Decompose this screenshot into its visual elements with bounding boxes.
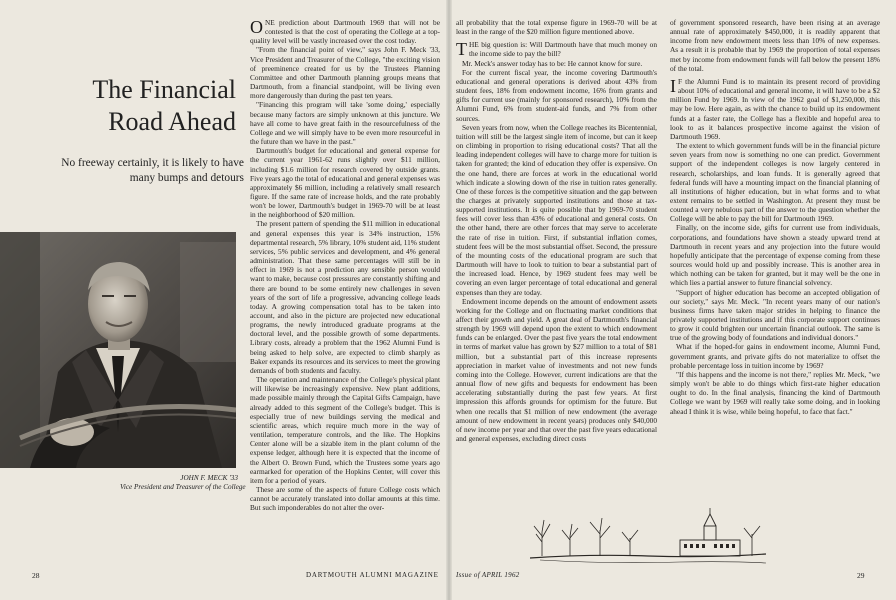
campus-sketch-illustration <box>530 508 766 566</box>
article-headline <box>60 74 236 138</box>
paragraph: "From the financial point of view," says John F. Meck '33, Vice President and Treasurer of the College, "the exciting vision of preeminence created for us by the Trustees Planning Committee and other Dartmouth planning groups means that Dartmouth, from a financial standpoint, will be living even more dangerously than during the past ten years. <box>250 45 440 101</box>
issue-footer: Issue of APRIL 1962 <box>456 571 520 579</box>
headline-line-2: Road Ahead <box>108 107 236 136</box>
paragraph: The present pattern of spending the $11 million in educational and general expenses this year is 34% instruction, 15% departmental research, 5% library, 10% student aid, 11% student services, 5% public services and development, and 4% general administration. That these same percentages will still be in effect in 1969 is not a prediction any sensible person would want to make, because cost pressures are constantly shifting and there are bound to be some entirely new challenges in seven years of the sort of life a progressive, advancing college leads today. A growing compensation total has to be taken into account, and also in the picture are projected new educational programs, the newly introduced graduate programs at the doctoral level, and the possible growth of some departments. Library costs, already a problem that the 1962 Alumni Fund is being asked to help solve, are expected to climb sharply as Baker expands its resources and its services to meet the growing demands of both students and faculty. <box>250 219 440 375</box>
paragraph: The operation and maintenance of the College's physical plant will likewise be increasingly expensive. New plant additions, made possible mainly through the Capital Gifts Campaign, have already added to this segment of the College's budget. This is especially true of new buildings serving the medical and scientific areas, which require much more in the way of ventilation, temperature controls, and the like. The Hopkins Center alone will be a sizable item in the plant column of the expense ledger, although here it is expected that the income of the Albert O. Brown Fund, which the Trustees some years ago earmarked for operation of the Hopkins Center, will cover this item for a period of years. <box>250 375 440 485</box>
paragraph: Seven years from now, when the College reaches its Bicentennial, tuition will still be the largest single item of income, but can it keep on climbing in proportion to rising educational costs? That all the leading independent colleges will have to charge more for tuition is taken for granted; the kind of education they offer is expensive. On the one hand, there are forces at work in the educational world which indicate a slowing down of the rise in tuition rates generally. One of these forces is the competitive situation and the gap between the charges at privately supported institutions and those at tax-supported institutions. It is quite possible that by 1969-70 student fees will cover less than 43% of educational and general costs. On the other hand, there are other forces that may serve to accelerate the rate of rise in tuition. First, if substantial inflation comes, student fees will be the most substantial offset. Second, the pressure of the mounting costs of the educational program are such that Dartmouth will have to look to tuition to bear a substantial part of the increased load. Hence, by 1969 student fees may well be covering an even larger percentage of total educational and general expenses than they are today. <box>456 122 657 297</box>
portrait-illustration <box>0 232 236 468</box>
paragraph: These are some of the aspects of future College costs which cannot be accurately translated into dollar amounts at this time. But such imponderables do not alter the over- <box>250 484 440 513</box>
paragraph: Finally, on the income side, gifts for current use from individuals, corporations, and foundations have shown a steady upward trend at Dartmouth in recent years and any projection into the future would hopefully anticipate that the percentage of expense coming from these sources would hold up and possibly increase. This is another area in which nothing can be taken for granted, but it may well be the one in which lies a partial answer to future financial solvency. <box>670 223 880 288</box>
paragraph: For the current fiscal year, the income covering Dartmouth's educational and general operations is derived about 43% from student fees, 18% from endowment income, 16% from grants and gifts for current use (mainly for sponsored research), 10% from the Alumni Fund, 6% from student-aid funds, and 7% from other sources. <box>456 67 657 123</box>
paragraph: Endowment income depends on the amount of endowment assets working for the College and on fluctuating market conditions that affect their growth and yield. A great deal of Dartmouth's financial strength by 1969 will depend upon the extent to which endowment funds can be enlarged. Over the past five years the total endowment in terms of market value has grown by $27 million to a total of $81 million, but a substantial part of this increase represents appreciation in market value of investments and not new funds coming into the College. However, current indications are that the annual flow of new gifts and bequests for endowment has been accelerating substantially during the past few years. At first impression this affords grounds for optimism for the future. But when one recalls that $1 million of new endowment (the average amount of new endowment in recent years) produces only $40,000 of new income per year and that over the past five years educational and general expenses, excluding direct costs <box>456 296 657 444</box>
photo-caption <box>120 474 246 492</box>
paragraph: I F the Alumni Fund is to maintain its present record of providing about 10% of educational and general income, it will have to be a $2 million Fund by 1969. In view of the 1962 goal of $1,250,000, this may be low. Here again, as with the chance to build up its endowment funds at a faster rate, the College has a flexible and hopeful area to look to as it balances prospective income against the vision of Dartmouth 1969. <box>670 75 880 141</box>
paragraph: "If this happens and the income is not there," replies Mr. Meck, "we simply won't be able to do things which first-rate higher education ought to do. In the final analysis, financing the kind of Dartmouth College we want by 1969 will really take some doing, and in looking ahead I think it is wise, while being hopeful, to face that fact." <box>670 369 880 416</box>
caption-name: JOHN F. MECK '33 <box>180 474 238 482</box>
caption-title: Vice President and Treasurer of the College <box>120 483 246 491</box>
magazine-footer: DARTMOUTH ALUMNI MAGAZINE <box>306 571 439 579</box>
paragraph: THE big question is: Will Dartmouth have that much money on the income side to pay the bill? <box>456 39 657 60</box>
text-column-2 <box>456 18 657 584</box>
article-subhead: No freeway certainly, it is likely to have many bumps and detours <box>61 157 244 184</box>
paragraph: of government sponsored research, have been rising at an average annual rate of approximately $450,000, it is readily apparent that income from new endowment meets less than 10% of new expenses. As a result it is probable that by 1969 the proportion of total expenses met by income from endowment funds will fall below the present 18% of the total. <box>670 18 880 73</box>
text-column-1 <box>250 18 440 584</box>
page-number-left: 28 <box>32 571 40 580</box>
dropcap: T <box>456 39 467 60</box>
paragraph: What if the hoped-for gains in endowment income, Alumni Fund, government grants, and private gifts do not materialize to offset the probable percentage loss in tuition income by 1969? <box>670 342 880 370</box>
paragraph: ONE prediction about Dartmouth 1969 that will not be contested is that the cost of operating the College at a top-quality level will be vastly increased over the cost today. <box>250 18 440 46</box>
paragraph: all probability that the total expense figure in 1969-70 will be at least in the range of the $20 million figure mentioned above. <box>456 18 657 37</box>
headline-line-1: The Financial <box>92 75 236 104</box>
paragraph: "Financing this program will take 'some doing,' especially because many factors are simply unknown at this juncture. We have all come to have great faith in the resourcefulness of the College and we will simply have to be even more resourceful in the future than we have in the past." <box>250 100 440 147</box>
text-column-3 <box>670 18 880 504</box>
dropcap: O <box>250 18 263 37</box>
paragraph: Dartmouth's budget for educational and general expense for the current year 1961-62 runs slightly over $11 million, including $1.6 million for research covered by outside grants. Five years ago the total of educational and general expenses was approximately $6 million, including a relatively small research figure. If the same rate of increase holds, and the rate probably won't be lower, Dartmouth's budget in 1969-70 will be at least in the neighborhood of $20 million. <box>250 146 440 220</box>
page-gutter <box>446 0 452 600</box>
portrait-photo <box>0 232 236 468</box>
paragraph: "Support of higher education has become an accepted obligation of our society," says Mr. Meck. "In recent years many of our nation's business firms have taken major strides in helping to finance the privately supported institutions and if this corporate support continues to grow it could brighten our uncertain financial outlook. The same is true of the growing body of foundations and individual donors." <box>670 287 880 343</box>
dropcap: I <box>670 75 676 96</box>
page-number-right: 29 <box>857 571 865 580</box>
paragraph: The extent to which government funds will be in the financial picture seven years from now is something no one can predict. Government support of the independent colleges is now largely centered in research, scholarships, and loan funds. It is generally agreed that federal funds will have a mounting impact on the financial planning of all institutions of higher education, but in what forms and to what extent remains to be settled in Washington. At present they must be counted a very nebulous part of the answer to the question whether the College will be able to pay the bill for Dartmouth 1969. <box>670 141 880 224</box>
paragraph: Mr. Meck's answer today has to be: He cannot know for sure. <box>462 58 643 68</box>
